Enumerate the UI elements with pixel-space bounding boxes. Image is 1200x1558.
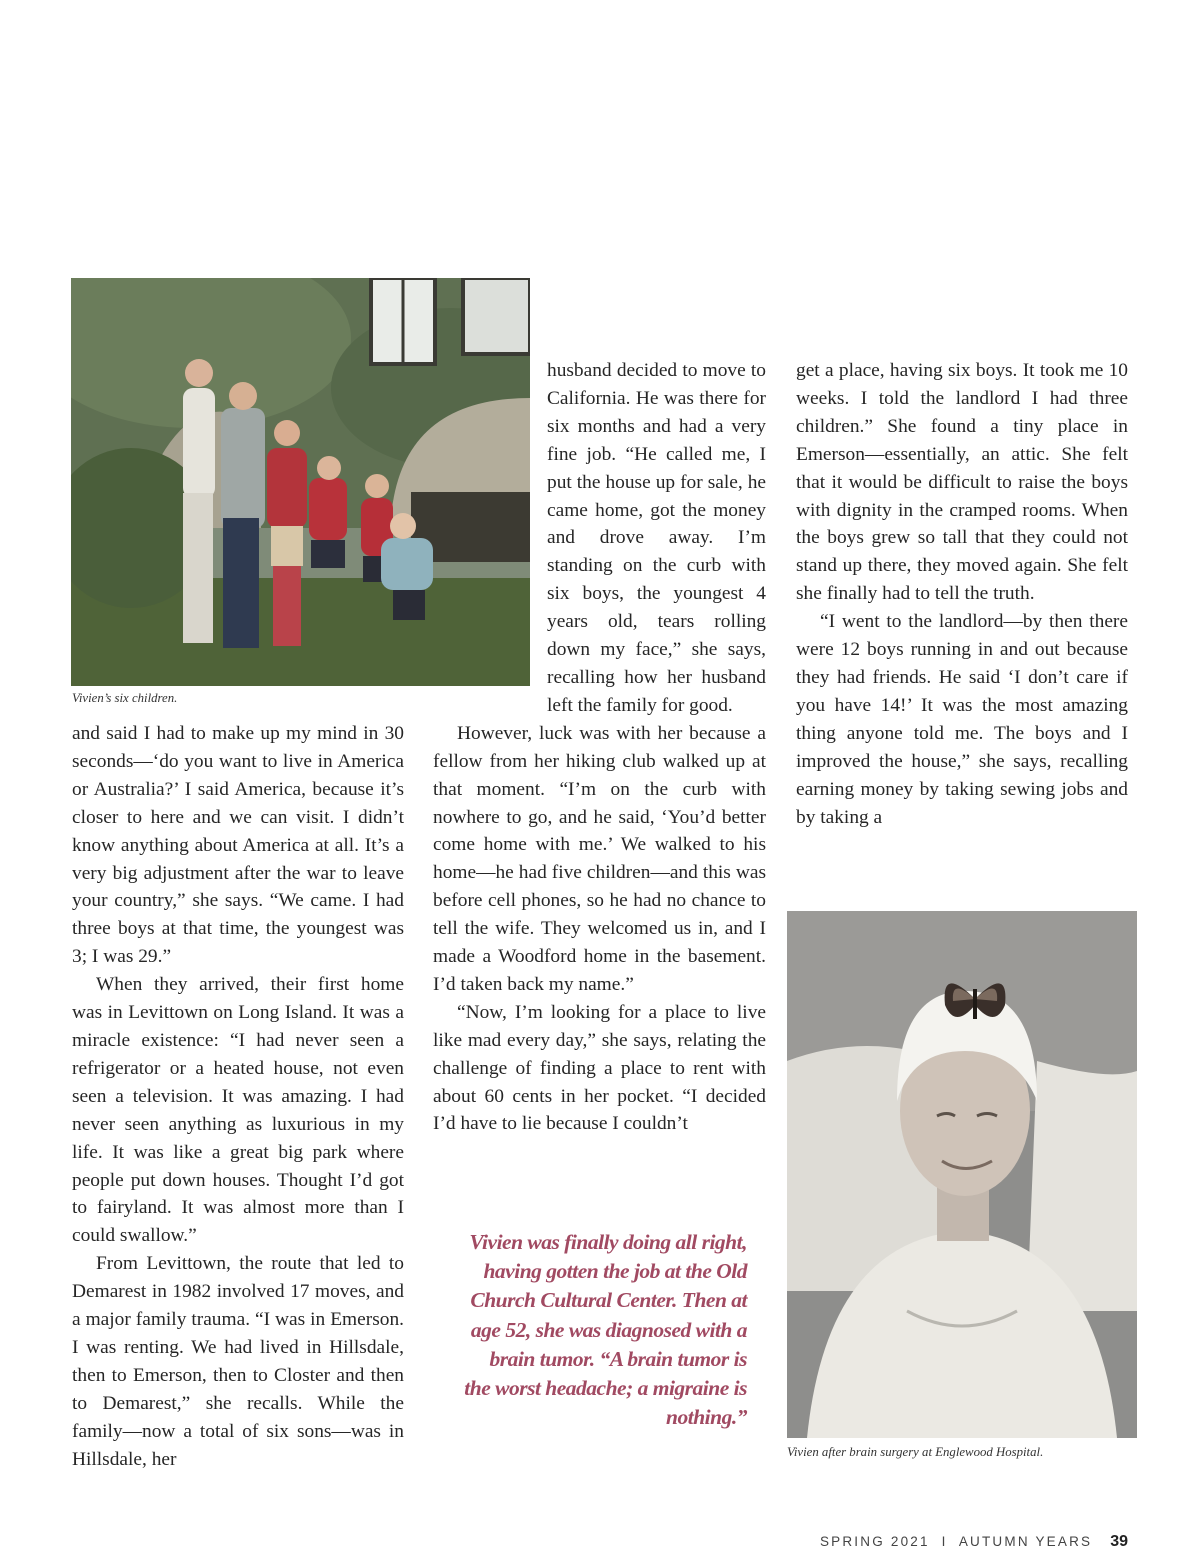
article-column-left [72,720,404,1473]
paragraph: and said I had to make up my mind in 30 seconds—‘do you want to live in America or Australia?’ I said America, because it’s closer to here and we can visit. I didn’t know anything about America at all. It’s a very big adjustment after the war to leave your country,” she says. “We came. I had three boys at that time, the youngest was 3; I was 29.” [72,723,404,968]
page-footer [820,1533,1128,1551]
pull-quote: Vivien was finally doing all right, having gotten the job at the Old Church Cultural Center. Then at age 52, she was diagnosed with a brain tumor. “A brain tumor is the worst headache; a migraine is nothing.” [464,1230,747,1430]
paragraph: get a place, having six boys. It took me 10 weeks. I told the landlord I had three children.” She found a tiny place in Emerson—essentially, an attic. She felt that it would be difficult to raise the boys with dignity in the cramped rooms. When the boys grew so tall that they could not stand up there, they moved again. She felt she finally had to tell the truth. [796,360,1128,605]
photo-wrap-spacer [433,357,547,718]
page-number: 39 [1110,1533,1128,1550]
footer-separator: I [941,1534,948,1549]
paragraph: “I went to the landlord—by then there were 12 boys running in and out because they had friends. He said ‘I don’t care if you have 14!’ It was the most amazing thing anyone told me. The boys and I improved the house,” she says, recalling earning money by taking sewing jobs and by taking a [796,611,1128,828]
paragraph: husband decided to move to California. He was there for six months and had a very fine job. “He called me, I put the house up for sale, he came home, got the money and drove away. I’m standing on the curb with six boys, the youngest 4 years old, tears rolling down my face,” she says, recalling how her husband left the family for good. [547,360,766,716]
caption-hospital: Vivien after brain surgery at Englewood Hospital. [787,1445,1044,1459]
caption-six-children: Vivien’s six children. [72,691,178,705]
paragraph: When they arrived, their first home was in Levittown on Long Island. It was a miracle existence: “I had never seen a refrigerator or a heated house, not even seen a television. It was amazing. I had never seen anything as luxurious in my life. It was like a great big park where people put down houses. Thought I’d got to fairyland. It was almost more than I could swallow.” [72,974,404,1247]
article-column-middle [433,357,766,1138]
article-column-right [796,357,1128,831]
paragraph: However, luck was with her because a fellow from her hiking club walked up at that moment. “I’m on the curb with nowhere to go, and he said, ‘You’d better come home with me.’ We walked to his home—he had five children—and this was before cell phones, so he had no chance to tell the wife. They welcomed us in, and I made a Woodford home in the basement. I’d taken back my name.” [433,722,766,995]
paragraph: “Now, I’m looking for a place to live like mad every day,” she says, relating the challenge of finding a place to rent with about 60 cents in her pocket. “I decided I’d have to lie because I couldn’t [433,1001,766,1135]
hospital-portrait-illustration [787,911,1137,1438]
footer-magazine: AUTUMN YEARS [958,1534,1093,1549]
photo-hospital [787,911,1137,1438]
paragraph: From Levittown, the route that led to Demarest in 1982 involved 17 moves, and a major family trauma. “I was in Emerson. I was renting. We had lived in Hillsdale, then to Emerson, then to Closter and then to Demarest,” she recalls. While the family—now a total of six sons—was in Hillsdale, her [72,1253,404,1470]
footer-issue: SPRING 2021 [819,1534,930,1549]
